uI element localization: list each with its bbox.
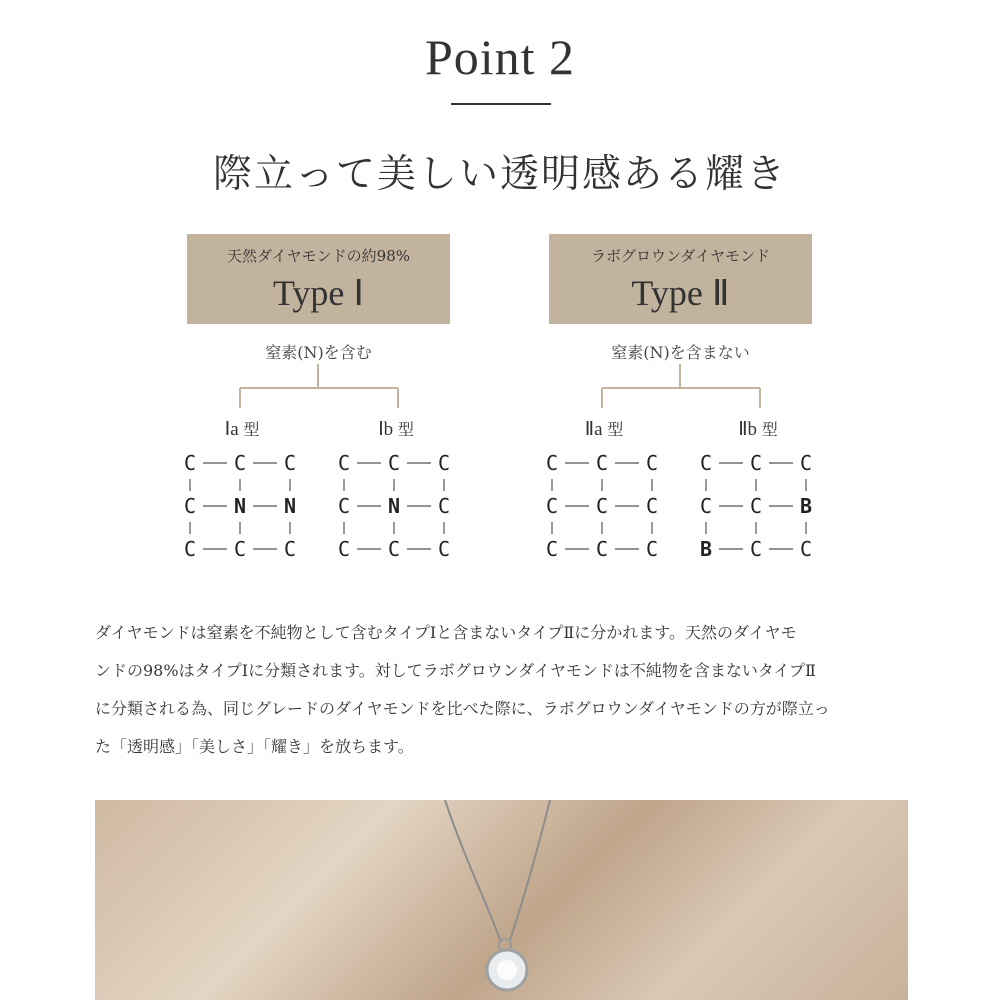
atom-c: C (283, 451, 297, 475)
atom-c: C (799, 537, 813, 561)
atom-c: C (183, 537, 197, 561)
subtype-kanji: 型 (397, 420, 414, 439)
body-line: に分類される為、同じグレードのダイヤモンドを比べた際に、ラボグロウンダイヤモンドの方が際立っ (95, 699, 830, 718)
body-line: ンドの98%はタイプⅠに分類されます。対してラボグロウンダイヤモンドは不純物を含まないタイプⅡ (95, 661, 816, 680)
atom-c: C (387, 537, 401, 561)
atom-c: C (183, 451, 197, 475)
subtype-label-2b (698, 417, 818, 441)
atom-c: C (337, 537, 351, 561)
atom-c: C (749, 494, 763, 518)
atom-c: C (699, 494, 713, 518)
atom-c: C (595, 451, 609, 475)
subtype-kanji: 型 (761, 420, 778, 439)
atom-c: C (437, 537, 451, 561)
atom-c: C (799, 451, 813, 475)
type-2-subtitle: ラボグロウンダイヤモンド (590, 247, 771, 265)
atom-c: C (749, 537, 763, 561)
headline: 際立って美しい透明感ある耀き (212, 152, 787, 197)
point-title: Point 2 (424, 29, 576, 85)
subtype-label-1b (336, 417, 456, 441)
necklace-illustration (95, 800, 908, 1000)
atom-c: C (337, 494, 351, 518)
type-1-box (187, 234, 450, 324)
lattice-2a (542, 448, 662, 563)
body-paragraph (95, 614, 910, 766)
type-1-subtitle: 天然ダイヤモンドの約98% (226, 247, 411, 265)
type-2-name: Type Ⅱ (631, 273, 730, 313)
atom-c: C (595, 494, 609, 518)
atom-c: C (545, 537, 559, 561)
atom-c: C (595, 537, 609, 561)
subtype-kanji: 型 (607, 420, 624, 439)
atom-c: C (437, 451, 451, 475)
atom-c: C (387, 451, 401, 475)
atom-n: N (283, 494, 297, 518)
atom-b: B (699, 537, 713, 561)
subtype-kanji: 型 (243, 420, 260, 439)
necklace-photo (95, 800, 908, 1000)
atom-c: C (183, 494, 197, 518)
atom-n: N (387, 494, 401, 518)
atom-c: C (645, 537, 659, 561)
atom-c: C (545, 451, 559, 475)
lattice-1b (334, 448, 454, 563)
atom-c: C (437, 494, 451, 518)
subtype-label-2a (544, 417, 664, 441)
type-2-nitrogen: 窒素(N)を含まない (611, 343, 750, 362)
lattice-2b (696, 448, 816, 563)
subtype-prefix: Ⅰb (378, 419, 394, 440)
atom-c: C (545, 494, 559, 518)
type-2-branch (599, 362, 763, 408)
atom-c: C (337, 451, 351, 475)
type-1-nitrogen: 窒素(N)を含む (265, 343, 372, 362)
lattice-1a (180, 448, 300, 563)
atom-n: N (233, 494, 247, 518)
subtype-label-1a (182, 417, 302, 441)
type-1-name: Type Ⅰ (272, 273, 365, 313)
atom-c: C (283, 537, 297, 561)
atom-c: C (749, 451, 763, 475)
body-line: た「透明感」「美しさ」「耀き」を放ちます。 (95, 737, 414, 756)
atom-b: B (799, 494, 813, 518)
title-underline (451, 103, 551, 105)
atom-c: C (699, 451, 713, 475)
atom-c: C (233, 451, 247, 475)
subtype-prefix: Ⅱa (584, 419, 603, 440)
type-2-box (549, 234, 812, 324)
atom-c: C (233, 537, 247, 561)
atom-c: C (645, 451, 659, 475)
subtype-prefix: Ⅱb (738, 419, 758, 440)
atom-c: C (645, 494, 659, 518)
body-line: ダイヤモンドは窒素を不純物として含むタイプⅠと含まないタイプⅡに分かれます。天然のダイヤモ (95, 623, 797, 642)
subtype-prefix: Ⅰa (224, 419, 239, 440)
type-1-branch (237, 362, 401, 408)
